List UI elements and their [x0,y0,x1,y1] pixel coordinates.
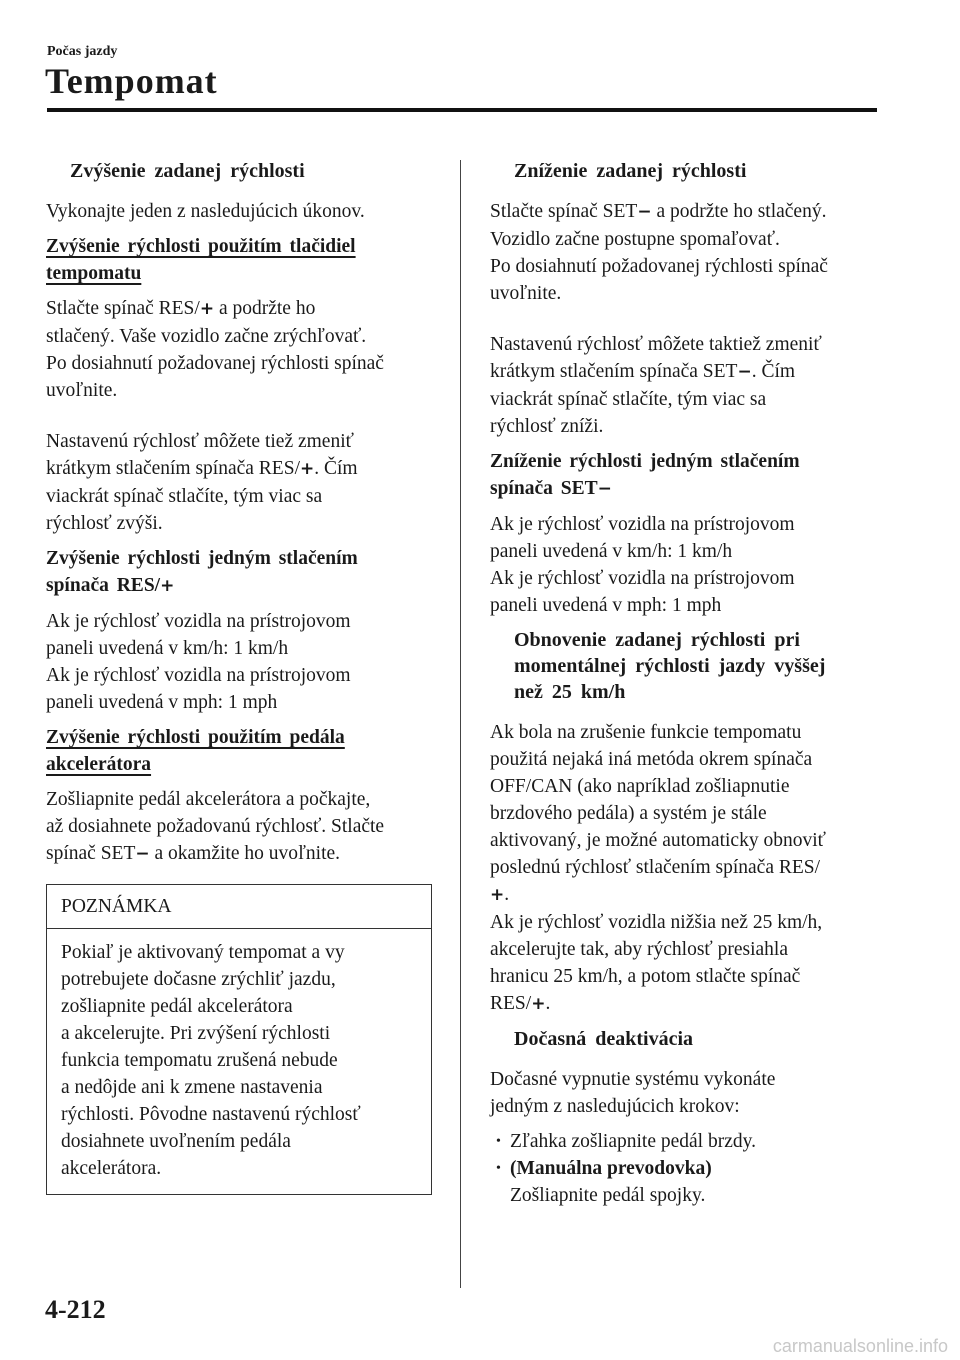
header-rule [47,108,877,112]
column-divider [460,160,461,1288]
plus-icon: + [199,299,215,319]
subheading-single-press-res: Zvýšenie rýchlosti jedným stlačením spínača RES/+ [46,548,358,596]
note-box [46,884,432,1195]
paragraph-deactivation: Dočasné vypnutie systému vykonáte jedným z nasledujúcich krokov: [490,1069,776,1117]
intro-text: Vykonajte jeden z nasledujúcich úkonov. [46,201,365,222]
watermark: carmanualsonline.info [772,1336,948,1356]
plus-icon: + [160,576,175,596]
subheading-buttons: Zvýšenie rýchlosti použitím tlačidiel tempomatu [46,236,356,284]
list-item: • Zľahka zošliapnite pedál brzdy. [496,1128,880,1155]
minus-icon: − [597,479,612,499]
paragraph-hold-res: Stlačte spínač RES/+ a podržte ho stlačený. Vaše vozidlo začne zrýchľovať. Po dosiahnutí požadovanej rýchlosti spínač uvoľnite. [46,298,384,401]
section-label: Počas jazdy [47,44,118,59]
bullet-icon: • [496,1161,501,1176]
list-item: • (Manuálna prevodovka) Zošliapnite pedál spojky. [496,1155,880,1209]
note-title: POZNÁMKA [47,885,431,929]
heading-decrease-speed: Zníženie zadanej rýchlosti [514,160,747,182]
plus-icon: + [531,994,546,1014]
heading-increase-speed: Zvýšenie zadanej rýchlosti [70,160,305,182]
plus-icon: + [300,459,315,479]
deactivation-list [496,1128,880,1209]
paragraph-accelerator: Zošliapnite pedál akcelerátora a počkajte, až dosiahnete požadovanú rýchlosť. Stlačte spínač SET− a okamžite ho uvoľnite. [46,789,385,864]
subheading-single-press-set: Zníženie rýchlosti jedným stlačením spínača SET− [490,451,800,499]
heading-temporary-deactivation: Dočasná deaktivácia [514,1028,693,1050]
bullet-icon: • [496,1134,501,1149]
subheading-accelerator: Zvýšenie rýchlosti použitím pedála akcelerátora [46,727,345,775]
minus-icon: − [135,844,150,864]
page-number: 4-212 [45,1295,106,1324]
left-column [46,150,436,1195]
right-column [490,150,880,1209]
paragraph-tap-res: Nastavenú rýchlosť môžete tiež zmeniť krátkym stlačením spínača RES/+. Čím viackrát spínač stlačíte, tým viac sa rýchlosť zvýši. [46,431,358,534]
minus-icon: − [737,362,752,382]
page-title: Tempomat [45,61,218,101]
paragraph-hold-set: Stlačte spínač SET− a podržte ho stlačený. Vozidlo začne postupne spomaľovať. Po dosiahnutí požadovanej rýchlosti spínač uvoľnite. [490,201,828,304]
paragraph-decrement: Ak je rýchlosť vozidla na prístrojovom paneli uvedená v km/h: 1 km/h Ak je rýchlosť vozidla na prístrojovom paneli uvedená v mph: 1 mph [490,514,795,616]
paragraph-resume: Ak bola na zrušenie funkcie tempomatu použitá nejaká iná metóda okrem spínača OFF/CAN (ako napríklad zošliapnutie brzdového pedála) a systém je stále aktivovaný, je možné automaticky obnoviť poslednú rýchlosť stlačením spínača RES/ +. Ak je rýchlosť vozidla nižšia než 25 km/h, akcelerujte tak, aby rýchlosť presiahla hranicu 25 km/h, a potom stlačte spínač RES/+. [490,722,826,1014]
paragraph-increment: Ak je rýchlosť vozidla na prístrojovom paneli uvedená v km/h: 1 km/h Ak je rýchlosť vozidla na prístrojovom paneli uvedená v mph: 1 mph [46,611,351,713]
note-body: Pokiaľ je aktivovaný tempomat a vy potrebujete dočasne zrýchliť jazdu, zošliapnite pedál akcelerátora a akcelerujte. Pri zvýšení rýchlosti funkcia tempomatu zrušená nebude a nedôjde ani k zmene nastavenia rýchlosti. Pôvodne nastavenú rýchlosť dosiahnete uvoľnením pedála akcelerátora. [61,942,361,1179]
paragraph-tap-set: Nastavenú rýchlosť môžete taktiež zmeniť krátkym stlačením spínača SET−. Čím viackrát spínač stlačíte, tým viac sa rýchlosť zníži. [490,334,822,437]
plus-icon: + [490,885,505,905]
minus-icon: − [637,202,652,222]
heading-resume-speed: Obnovenie zadanej rýchlosti pri momentálnej rýchlosti jazdy vyššej než 25 km/h [514,629,826,703]
